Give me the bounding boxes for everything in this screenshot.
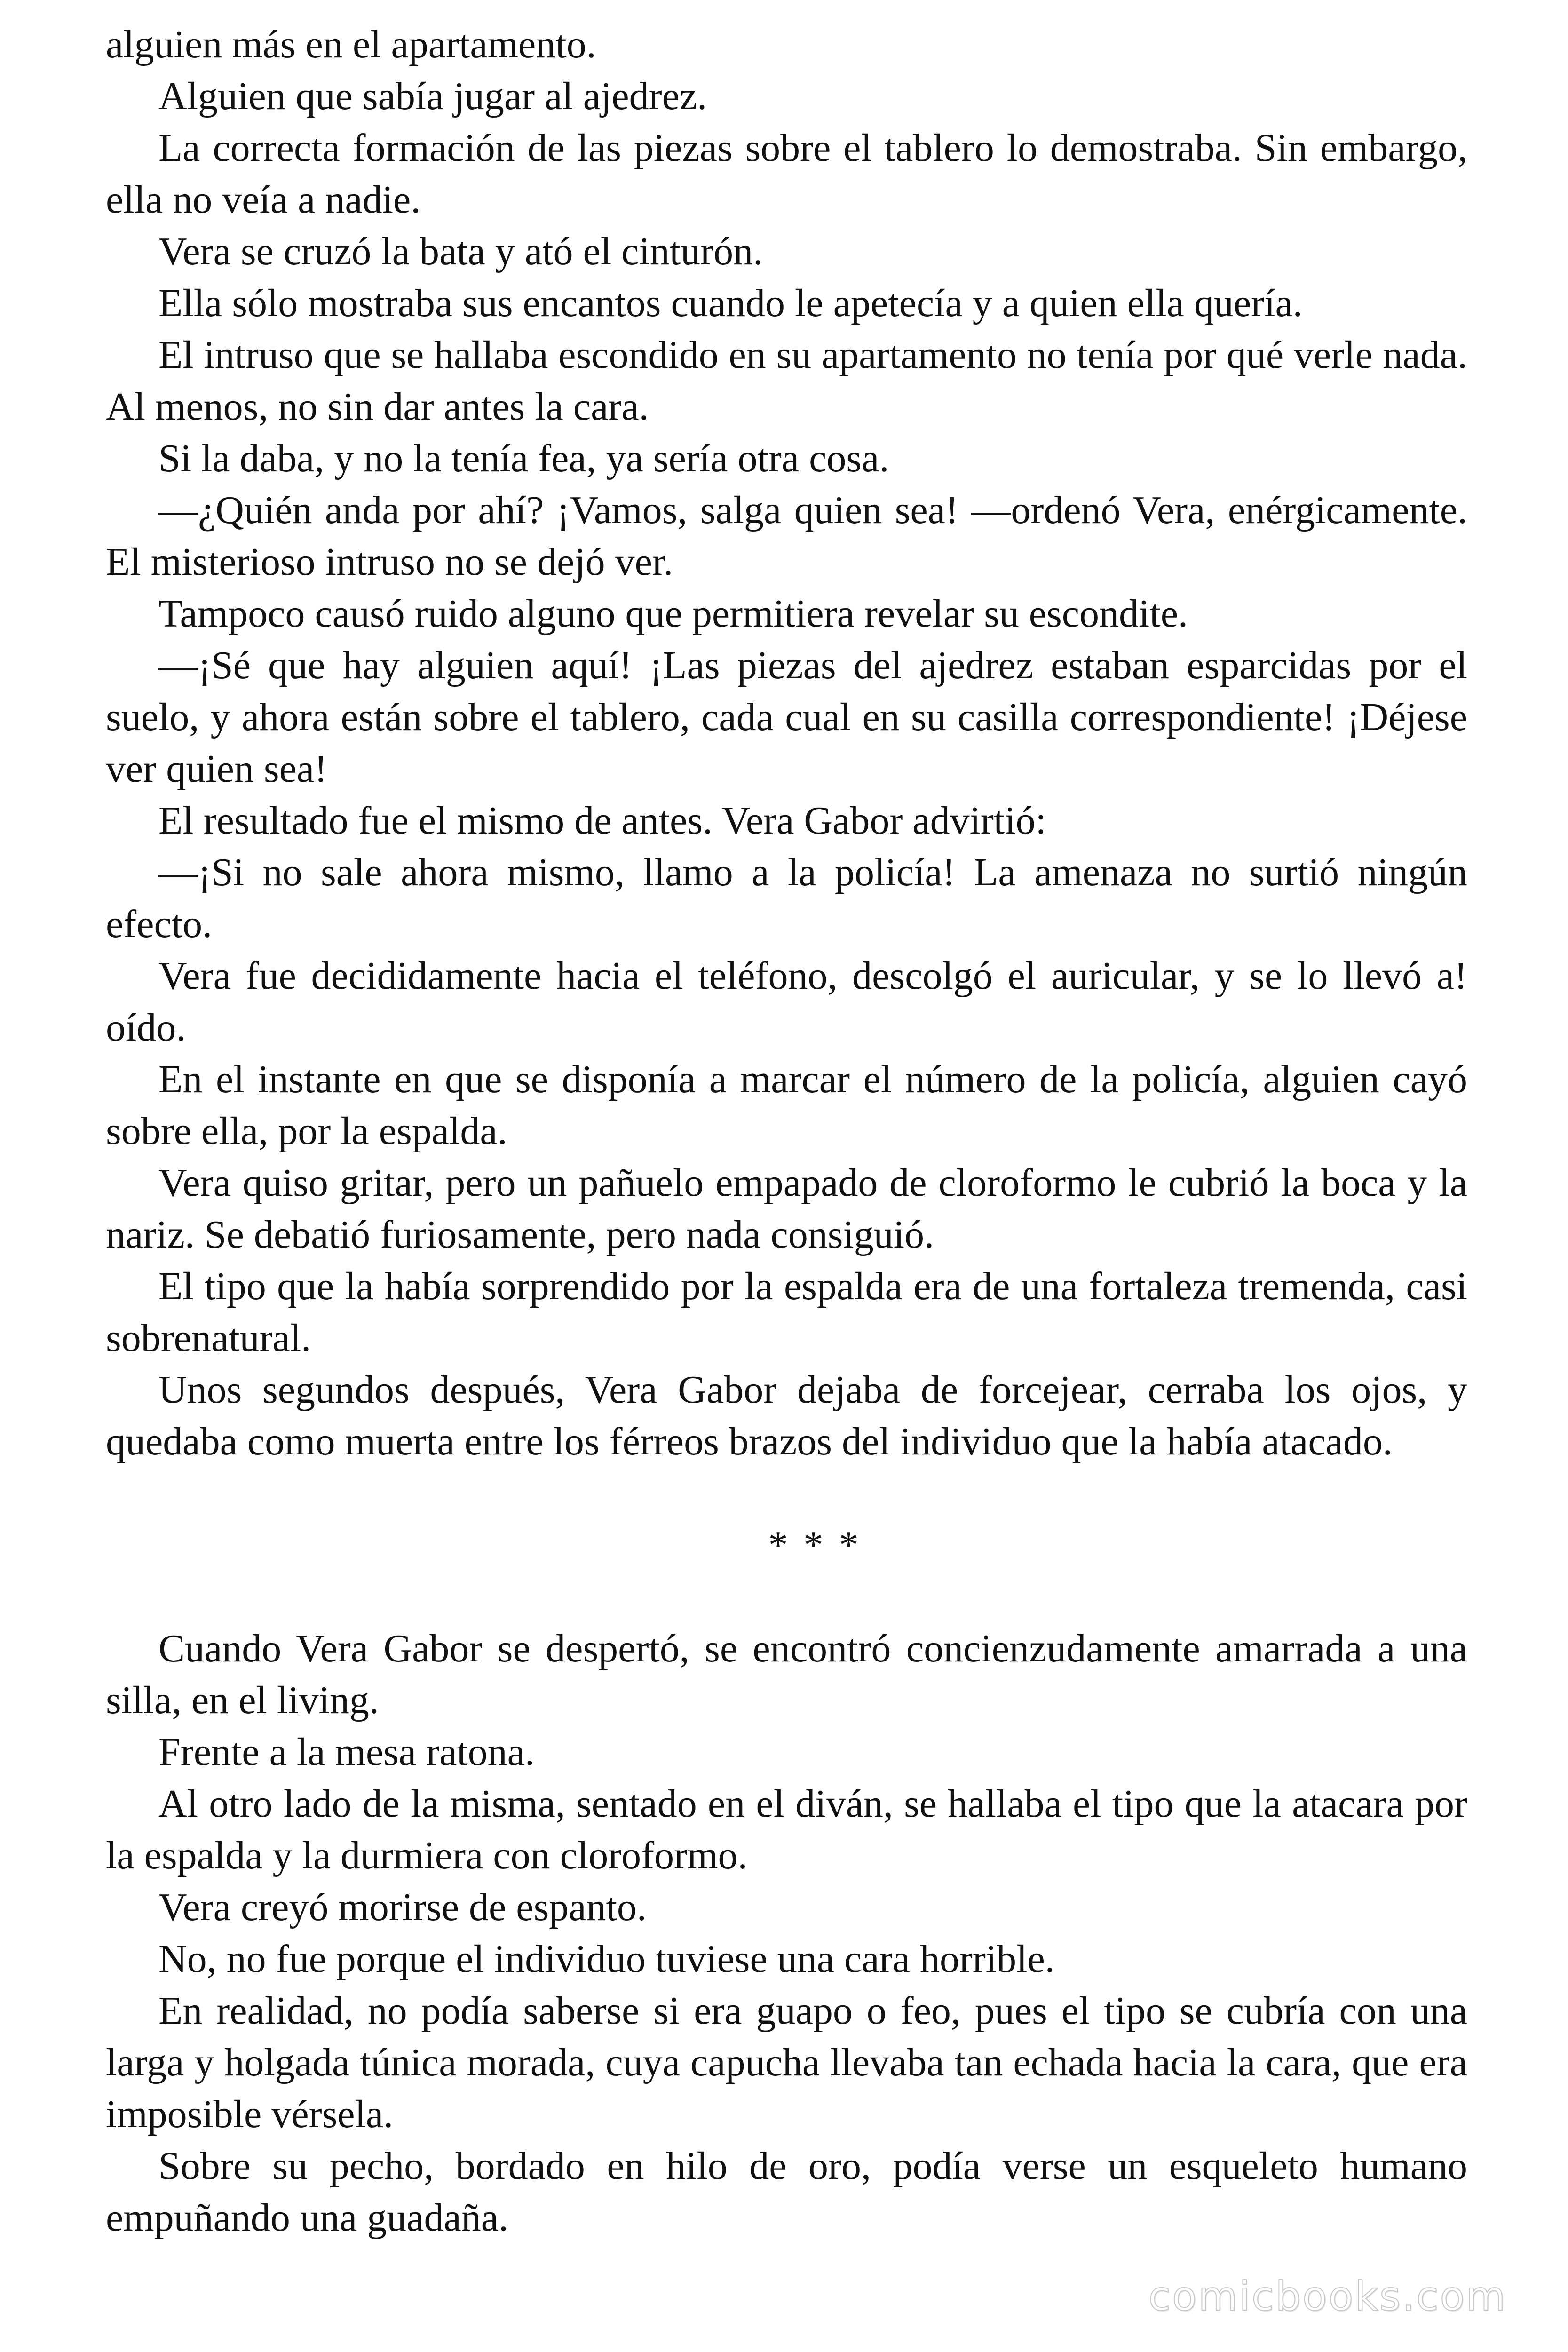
paragraph: La correcta formación de las piezas sobre el tablero lo demostraba. Sin embargo, ella no veía a nadie. xyxy=(106,126,1467,222)
paragraph: Vera quiso gritar, pero un pañuelo empapado de cloroformo le cubrió la boca y la nariz. Se debatió furiosamente, pero nada consiguió. xyxy=(106,1161,1467,1256)
paragraph: Vera creyó morirse de espanto. xyxy=(158,1885,647,1929)
watermark: comicbooks.com xyxy=(1148,2273,1507,2320)
paragraph: Vera se cruzó la bata y ató el cinturón. xyxy=(158,230,763,273)
paragraph: Vera fue decididamente hacia el teléfono, descolgó el auricular, y se lo llevó a! oído. xyxy=(106,954,1467,1049)
paragraph: —¿Quién anda por ahí? ¡Vamos, salga quien sea! —ordenó Vera, enérgicamente. El misterioso intruso no se dejó ver. xyxy=(106,488,1467,584)
scene-separator: * * * xyxy=(768,1523,862,1567)
paragraph: El tipo que la había sorprendido por la espalda era de una fortaleza tremenda, casi sobrenatural. xyxy=(106,1264,1467,1360)
paragraph: El intruso que se hallaba escondido en su apartamento no tenía por qué verle nada. Al menos, no sin dar antes la cara. xyxy=(106,333,1467,429)
paragraph: alguien más en el apartamento. xyxy=(106,23,596,66)
paragraph: Tampoco causó ruido alguno que permitiera revelar su escondite. xyxy=(158,592,1188,636)
paragraph: —¡Sé que hay alguien aquí! ¡Las piezas del ajedrez estaban esparcidas por el suelo, y ahora están sobre el tablero, cada cual en su casilla correspondiente! ¡Déjese ver quien sea! xyxy=(106,644,1467,791)
paragraph: Al otro lado de la misma, sentado en el diván, se hallaba el tipo que la atacara por la espalda y la durmiera con cloroformo. xyxy=(106,1782,1467,1877)
paragraph: No, no fue porque el individuo tuviese una cara horrible. xyxy=(158,1937,1055,1981)
paragraph: En realidad, no podía saberse si era guapo o feo, pues el tipo se cubría con una larga y holgada túnica morada, cuya capucha llevaba tan echada hacia la cara, que era imposible vérsela. xyxy=(106,1989,1467,2136)
paragraph: —¡Si no sale ahora mismo, llamo a la policía! La amenaza no surtió ningún efecto. xyxy=(106,850,1467,946)
paragraph: Cuando Vera Gabor se despertó, se encontró concienzudamente amarrada a una silla, en el living. xyxy=(106,1627,1467,1722)
paragraph: El resultado fue el mismo de antes. Vera Gabor advirtió: xyxy=(158,799,1046,842)
paragraph: Ella sólo mostraba sus encantos cuando le apetecía y a quien ella quería. xyxy=(158,281,1303,325)
paragraph: Alguien que sabía jugar al ajedrez. xyxy=(158,74,707,118)
paragraph: Sobre su pecho, bordado en hilo de oro, podía verse un esqueleto humano empuñando una guadaña. xyxy=(106,2144,1467,2240)
paragraph: Frente a la mesa ratona. xyxy=(158,1730,535,1774)
page-text xyxy=(106,19,1467,2244)
paragraph: Si la daba, y no la tenía fea, ya sería otra cosa. xyxy=(158,437,889,480)
paragraph: En el instante en que se disponía a marcar el número de la policía, alguien cayó sobre ella, por la espalda. xyxy=(106,1057,1467,1153)
paragraph: Unos segundos después, Vera Gabor dejaba de forcejear, cerraba los ojos, y quedaba como muerta entre los férreos brazos del individuo que la había atacado. xyxy=(106,1368,1467,1463)
